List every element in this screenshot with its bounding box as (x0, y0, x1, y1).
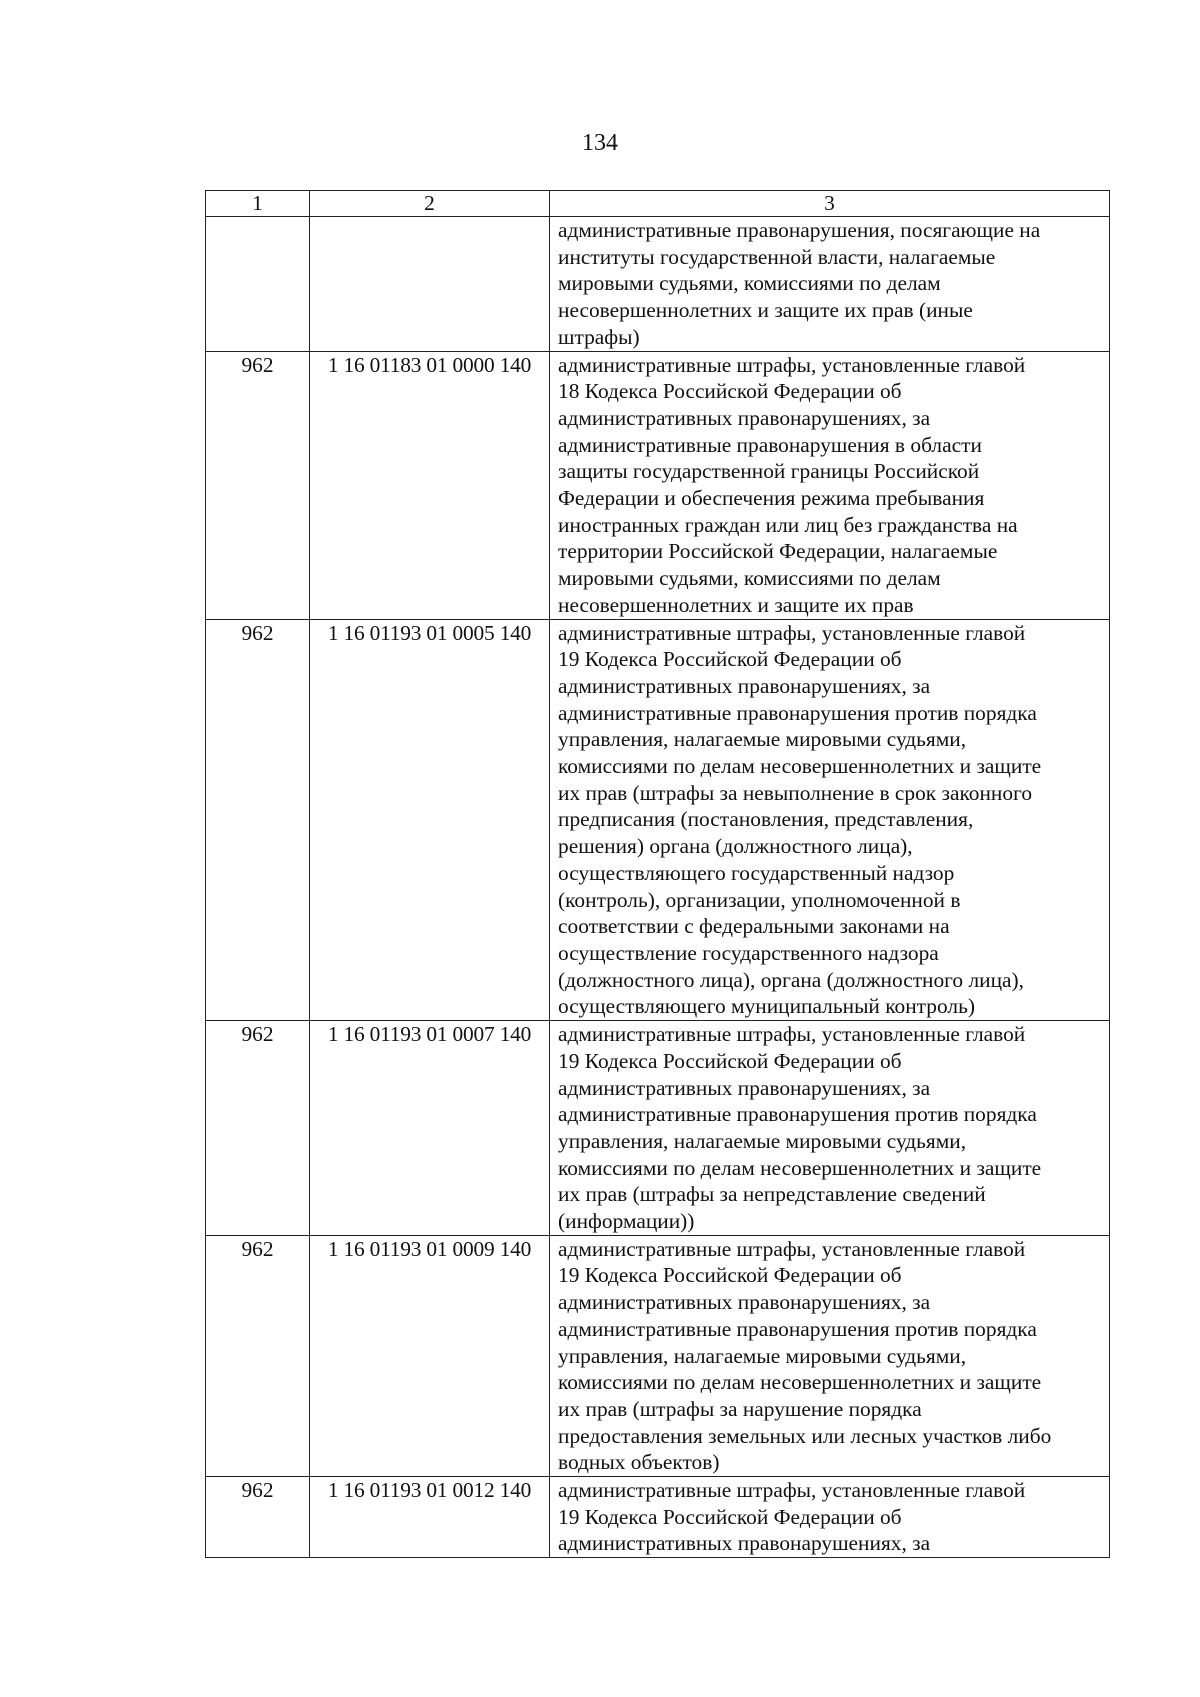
description-line: административные правонарушения против порядка (558, 700, 1037, 725)
budget-code-cell: 1 16 01193 01 0012 140 (310, 1477, 550, 1558)
description-line: мировыми судьями, комиссиями по делам (558, 271, 941, 296)
table-row (206, 1477, 1110, 1558)
description-line: административные штрафы, установленные главой (558, 1022, 1026, 1047)
budget-code-cell: 1 16 01183 01 0000 140 (310, 351, 550, 619)
description-line: административные правонарушения в области (558, 432, 982, 457)
description-line: управления, налагаемые мировыми судьями, (558, 1343, 967, 1368)
admin-code-cell: 962 (206, 1235, 310, 1476)
column-header-2: 2 (310, 191, 550, 217)
description-line: 19 Кодекса Российской Федерации об (558, 1263, 902, 1288)
description-line: административные правонарушения против порядка (558, 1316, 1037, 1341)
description-line: решения) органа (должностного лица), (558, 834, 913, 859)
budget-code-cell: 1 16 01193 01 0009 140 (310, 1235, 550, 1476)
description-line: 19 Кодекса Российской Федерации об (558, 1048, 902, 1073)
description-line: 18 Кодекса Российской Федерации об (558, 379, 902, 404)
description-line: административные штрафы, установленные главой (558, 1236, 1026, 1261)
description-line: комиссиями по делам несовершеннолетних и защите (558, 1370, 1042, 1395)
description-line: административные правонарушения против порядка (558, 1102, 1037, 1127)
table-row (206, 1235, 1110, 1476)
description-line: комиссиями по делам несовершеннолетних и защите (558, 754, 1042, 779)
description-line: административных правонарушениях, за (558, 673, 931, 698)
description-line: управления, налагаемые мировыми судьями, (558, 1128, 967, 1153)
description-line: административные штрафы, установленные главой (558, 352, 1026, 377)
description-line: административные штрафы, установленные главой (558, 1478, 1026, 1503)
description-line: управления, налагаемые мировыми судьями, (558, 727, 967, 752)
description-line: осуществляющего государственный надзор (558, 860, 955, 885)
table-row (206, 1021, 1110, 1236)
description-line: водных объектов) (558, 1450, 720, 1475)
description-line: административных правонарушениях, за (558, 1290, 931, 1315)
description-line: иностранных граждан или лиц без гражданства на (558, 512, 1018, 537)
description-cell (550, 351, 1110, 619)
description-line: (контроль), организации, уполномоченной в (558, 887, 961, 912)
description-line: административные правонарушения, посягающие на (558, 218, 1041, 242)
description-line: соответствии с федеральными законами на (558, 914, 950, 939)
budget-code-cell: 1 16 01193 01 0005 140 (310, 619, 550, 1021)
description-line: территории Российской Федерации, налагаемые (558, 539, 998, 564)
table-body (206, 217, 1110, 1558)
table-row (206, 351, 1110, 619)
description-line: Федерации и обеспечения режима пребывания (558, 486, 985, 511)
description-line: несовершеннолетних и защите их прав (иные (558, 298, 973, 323)
description-line: их прав (штрафы за нарушение порядка (558, 1396, 922, 1421)
description-line: административных правонарушениях, за (558, 1075, 931, 1100)
description-line: несовершеннолетних и защите их прав (558, 592, 914, 617)
budget-code-cell (310, 217, 550, 352)
description-cell (550, 1477, 1110, 1558)
description-line: административные штрафы, установленные главой (558, 620, 1026, 645)
description-line: (должностного лица), органа (должностного лица), (558, 967, 1024, 992)
description-line: комиссиями по делам несовершеннолетних и защите (558, 1155, 1042, 1180)
admin-code-cell: 962 (206, 619, 310, 1021)
description-line: административных правонарушениях, за (558, 405, 931, 430)
description-line: осуществляющего муниципальный контроль) (558, 994, 975, 1019)
description-line: защиты государственной границы Российской (558, 459, 980, 484)
description-line: осуществление государственного надзора (558, 940, 939, 965)
description-line: мировыми судьями, комиссиями по делам (558, 566, 941, 591)
description-line: институты государственной власти, налагаемые (558, 244, 996, 269)
description-cell (550, 217, 1110, 352)
admin-code-cell: 962 (206, 1021, 310, 1236)
description-cell (550, 1235, 1110, 1476)
description-line: их прав (штрафы за невыполнение в срок законного (558, 780, 1033, 805)
table-header-row (206, 191, 1110, 217)
table-row (206, 217, 1110, 352)
page-number: 134 (582, 130, 618, 156)
description-line: 19 Кодекса Российской Федерации об (558, 1504, 902, 1529)
description-line: 19 Кодекса Российской Федерации об (558, 647, 902, 672)
budget-code-table (205, 190, 1110, 1558)
description-line: предоставления земельных или лесных участков либо (558, 1423, 1052, 1448)
description-line: административных правонарушениях, за (558, 1531, 931, 1556)
column-header-1: 1 (206, 191, 310, 217)
table-row (206, 619, 1110, 1021)
column-header-3: 3 (550, 191, 1110, 217)
description-line: их прав (штрафы за непредставление сведений (558, 1182, 986, 1207)
description-cell (550, 1021, 1110, 1236)
admin-code-cell: 962 (206, 1477, 310, 1558)
admin-code-cell: 962 (206, 351, 310, 619)
description-line: предписания (постановления, представления, (558, 807, 974, 832)
description-line: (информации)) (558, 1209, 695, 1234)
admin-code-cell (206, 217, 310, 352)
description-cell (550, 619, 1110, 1021)
description-line: штрафы) (558, 324, 640, 349)
budget-code-cell: 1 16 01193 01 0007 140 (310, 1021, 550, 1236)
